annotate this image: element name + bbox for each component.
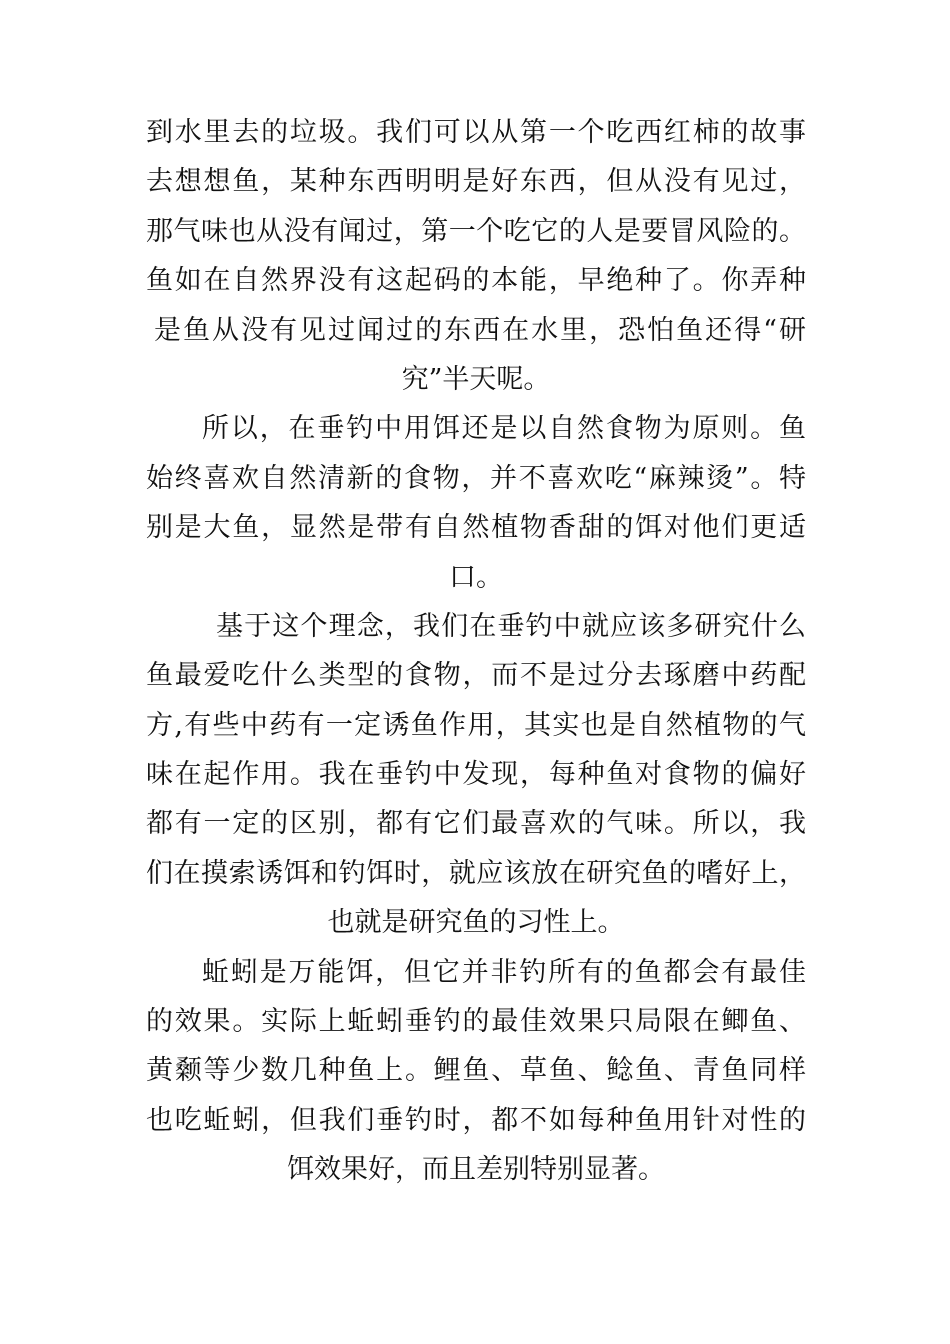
text-line: 都有一定的区别，都有它们最喜欢的气味。所以，我: [146, 808, 806, 840]
text-line: 味在起作用。我在垂钓中发现，每种鱼对食物的偏好: [146, 759, 806, 791]
text-line: 蚯蚓是万能饵，但它并非钓所有的鱼都会有最佳: [202, 956, 806, 988]
text-line: 是鱼从没有见过闻过的东西在水里，恐怕鱼还得“研: [154, 314, 806, 346]
text-line: 也吃蚯蚓，但我们垂钓时，都不如每种鱼用针对性的: [146, 1104, 806, 1136]
text-line: 鱼如在自然界没有这起码的本能，早绝种了。你弄种: [146, 265, 806, 297]
text-line: 黄颡等少数几种鱼上。鲤鱼、草鱼、鲶鱼、青鱼同样: [146, 1055, 806, 1087]
paragraph-1: [146, 108, 806, 404]
paragraph-3: [146, 602, 806, 948]
paragraph-2: [146, 404, 806, 602]
text-line: 究”半天呢。: [401, 363, 551, 395]
text-line: 所以，在垂钓中用饵还是以自然食物为原则。鱼: [202, 413, 806, 445]
text-line: 饵效果好，而且差别特别显著。: [287, 1154, 665, 1186]
body-text: [146, 108, 806, 1195]
text-line: 那气味也从没有闻过，第一个吃它的人是要冒风险的。: [146, 215, 806, 247]
text-line: 的效果。实际上蚯蚓垂钓的最佳效果只局限在鲫鱼、: [146, 1006, 806, 1038]
text-line: 去想想鱼，某种东西明明是好东西，但从没有见过，: [146, 166, 806, 198]
paragraph-4: [146, 948, 806, 1195]
text-line: 鱼最爱吃什么类型的食物，而不是过分去琢磨中药配: [146, 660, 806, 692]
text-line: 基于这个理念，我们在垂钓中就应该多研究什么: [216, 610, 806, 642]
text-line: 别是大鱼，显然是带有自然植物香甜的饵对他们更适: [146, 512, 806, 544]
text-line: 口。: [449, 561, 503, 593]
text-line: 到水里去的垃圾。我们可以从第一个吃西红柿的故事: [146, 117, 806, 148]
text-line: 方,有些中药有一定诱鱼作用，其实也是自然植物的气: [146, 709, 806, 741]
text-line: 始终喜欢自然清新的食物，并不喜欢吃“麻辣烫”。特: [146, 462, 806, 494]
text-line: 们在摸索诱饵和钓饵时，就应该放在研究鱼的嗜好上，: [146, 857, 806, 889]
text-line: 也就是研究鱼的习性上。: [327, 907, 625, 939]
